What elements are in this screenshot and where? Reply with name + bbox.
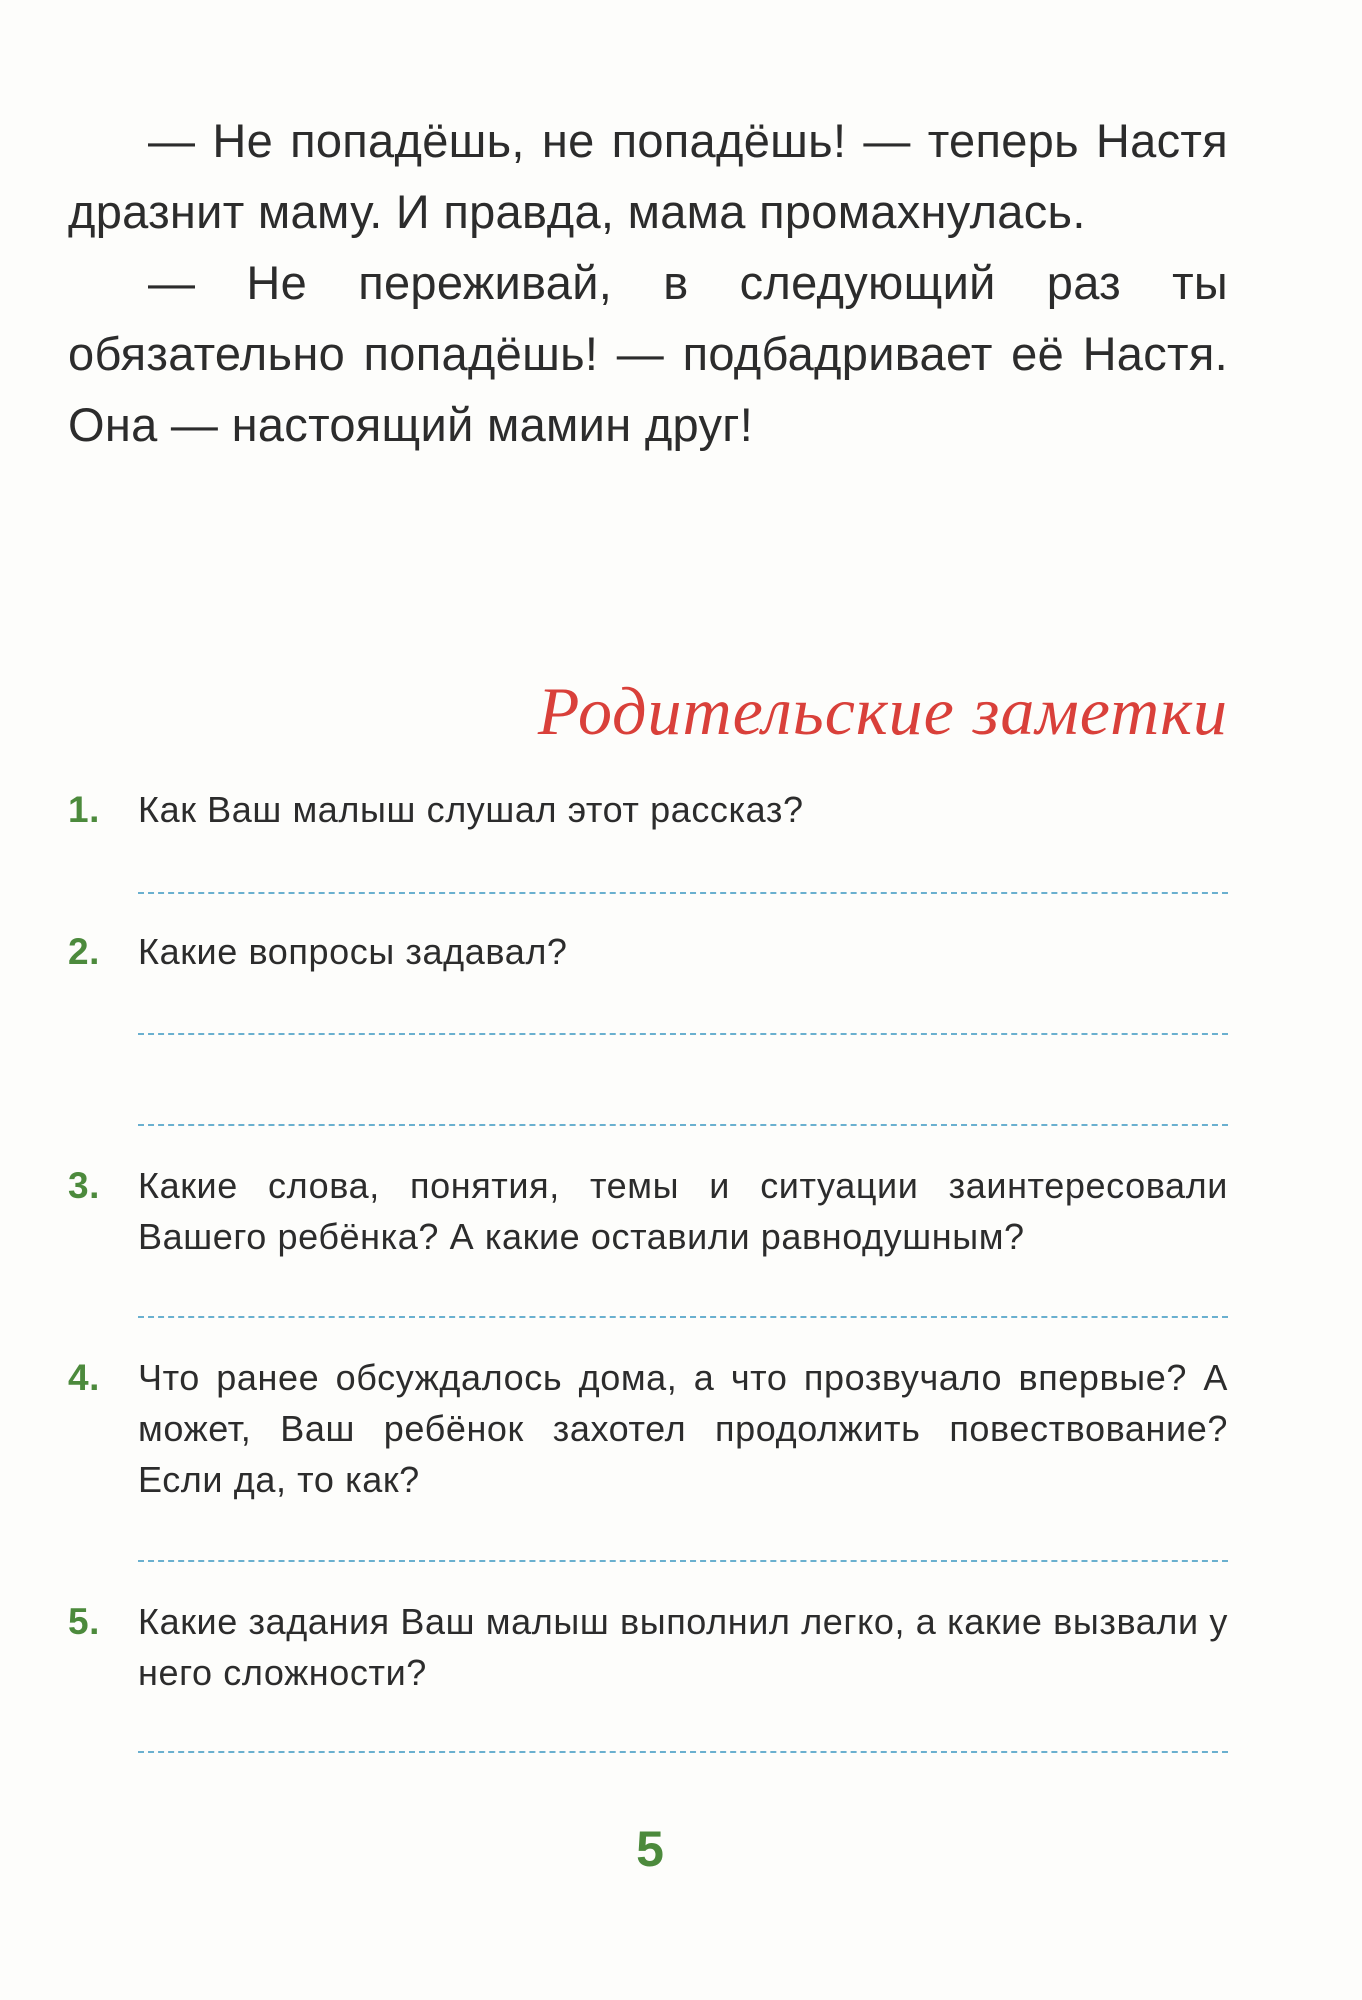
question-5 — [68, 1596, 1228, 1698]
story-text — [68, 105, 1228, 460]
parent-notes-title: Родительские заметки — [537, 673, 1228, 749]
question-3 — [68, 1160, 1228, 1262]
question-2 — [68, 926, 1228, 977]
question-text: Какие вопросы задавал? — [138, 931, 568, 972]
question-text: Как Ваш малыш слушал этот рассказ? — [138, 789, 804, 830]
question-number: 2. — [68, 931, 101, 972]
answer-line-3[interactable] — [138, 1316, 1228, 1318]
question-number: 5. — [68, 1601, 101, 1642]
story-paragraph-2: — Не переживай, в следующий раз ты обязательно попадёшь! — подбадривает её Настя. Она — настоящий мамин друг! — [68, 256, 1228, 451]
answer-line-2b[interactable] — [138, 1124, 1228, 1126]
answer-line-2a[interactable] — [138, 1033, 1228, 1035]
question-number: 3. — [68, 1165, 101, 1206]
question-1 — [68, 784, 1228, 835]
question-text: Какие задания Ваш малыш выполнил легко, а какие вызвали у него сложности? — [138, 1601, 1228, 1693]
question-number: 4. — [68, 1357, 101, 1398]
answer-line-4[interactable] — [138, 1560, 1228, 1562]
page-number: 5 — [636, 1821, 664, 1877]
story-paragraph-1: — Не попадёшь, не попадёшь! — теперь Настя дразнит маму. И правда, мама промахнулась. — [68, 114, 1228, 238]
question-text: Что ранее обсуждалось дома, а что прозвучало впервые? А может, Ваш ребёнок захотел продолжить повествование? Если да, то как? — [138, 1357, 1228, 1500]
question-text: Какие слова, понятия, темы и ситуации заинтересовали Вашего ребёнка? А какие оставили равнодушным? — [138, 1165, 1228, 1257]
answer-line-5[interactable] — [138, 1751, 1228, 1753]
question-number: 1. — [68, 789, 101, 830]
question-4 — [68, 1352, 1228, 1505]
answer-line-1[interactable] — [138, 892, 1228, 894]
